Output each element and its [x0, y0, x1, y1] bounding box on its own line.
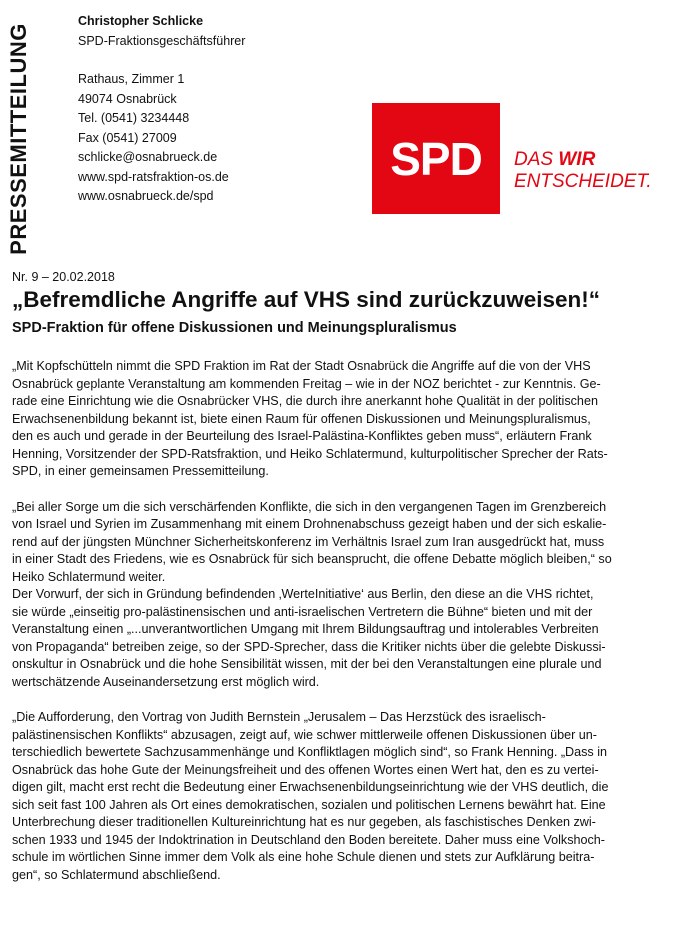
- contact-block: [78, 12, 245, 207]
- text-line: Unterbrechung dieser traditionellen Kultureinrichtung hat es nur gegeben, als faschistisches Denken zwi-: [12, 815, 596, 829]
- vertical-label: [4, 10, 34, 268]
- text-line: sie würde „einseitig pro-palästinensischen und anti-israelischen Vertretern die Bühne“ bieten und mit der: [12, 604, 593, 619]
- text-line: Henning, Vorsitzender der SPD-Ratsfraktion, und Heiko Schlatermund, kulturpolitischer Sprecher der Rats-: [12, 446, 608, 461]
- contact-phone: Tel. (0541) 3234448: [78, 111, 190, 125]
- text-line: terschiedlich bewertete Sachzusammenhänge und Konfliktlagen möglich sind“, so Frank Henning. „Dass in: [12, 745, 608, 759]
- text-line: Osnabrück das hohe Gute der Meinungsfreiheit und des offenen Wortes einen Wert hat, den es zu vertei-: [12, 762, 599, 777]
- page-title: „Befremdliche Angriffe auf VHS sind zurückzuweisen!“: [12, 287, 601, 312]
- paragraph-1: [12, 358, 694, 481]
- slogan-line-2: ENTSCHEIDET.: [514, 171, 652, 192]
- text-line: schen 1933 und 1945 der Indoktrination in Deutschland den Boden bereitete. Daher muss eine Volkshoch-: [12, 832, 606, 847]
- slogan-das: DAS: [514, 149, 554, 170]
- text-line: „Mit Kopfschütteln nimmt die SPD Fraktion im Rat der Stadt Osnabrück die Angriffe auf die von der VHS: [12, 359, 591, 373]
- text-line: Der Vorwurf, der sich in Gründung befindenden ‚WerteInitiative‘ aus Berlin, den diese an die VHS richtet,: [12, 587, 594, 601]
- contact-city-website-link[interactable]: www.osnabrueck.de/spd: [78, 189, 214, 203]
- contact-name: Christopher Schlicke: [78, 14, 204, 28]
- paragraph-3: [12, 586, 694, 691]
- text-line: gen“, so Schlatermund abschließend.: [12, 867, 221, 882]
- text-line: „Bei aller Sorge um die sich verschärfenden Konflikte, die sich in den vergangenen Tagen im Grenzbereich: [12, 499, 607, 514]
- text-line: sich seit fast 100 Jahren als Ort eines demokratischen, sozialen und politischen Lernens bewährt hat. Eine: [12, 797, 606, 812]
- spd-logo: [372, 103, 500, 214]
- slogan: [514, 149, 652, 193]
- text-line: in einer Stadt des Friedens, wie es Osnabrück für sich beansprucht, die offene Debatte möglich bleiben,“ so: [12, 552, 612, 566]
- text-line: den es auch und gerade in der Beurteilung des Israel-Palästina-Konfliktes geben muss“, erläutern Frank: [12, 429, 592, 443]
- text-line: von Propaganda“ betreiben zeige, so der SPD-Sprecher, dass die Kritiker nichts über die gelebte Diskussi-: [12, 639, 606, 654]
- text-line: SPD, in einer gemeinsamen Pressemitteilung.: [12, 464, 269, 478]
- text-line: Osnabrück geplante Veranstaltung am kommenden Freitag – wie in der NOZ berichtet - zur Kenntnis. Ge-: [12, 376, 601, 391]
- text-line: rade eine Einrichtung wie die Osnabrücker VHS, die durch ihre anerkannt hohe Qualität in der politischen: [12, 394, 598, 408]
- contact-role: SPD-Fraktionsgeschäftsführer: [78, 33, 246, 48]
- press-release-body: [12, 358, 694, 902]
- text-line: Erwachsenenbildung bekannt ist, biete einen Raum für offenen Diskussionen und Meinungspluralismus,: [12, 411, 591, 426]
- text-line: Heiko Schlatermund weiter.: [12, 569, 166, 584]
- contact-address-room: Rathaus, Zimmer 1: [78, 72, 185, 86]
- text-line: wertschätzende Auseinandersetzung erst möglich wird.: [12, 674, 320, 689]
- paragraph-2: [12, 499, 694, 587]
- text-line: Veranstaltung einen „...unverantwortlichen Umgang mit Ihrem Bildungsauftrag und intolerables Verbreiten: [12, 622, 599, 636]
- document-number: Nr. 9 – 20.02.2018: [12, 270, 115, 284]
- text-line: digen gilt, macht erst recht die Bedeutung einer Erwachsenenbildungseinrichtung wie der VHS deutlich, die: [12, 780, 609, 794]
- text-line: schule im wörtlichen Sinne immer dem Volk als eine hohe Schule dienen und stets zur Aufklärung beitra-: [12, 850, 595, 864]
- contact-spacer: [78, 51, 245, 70]
- spd-logo-text: SPD: [390, 132, 482, 185]
- vertical-label-text: PRESSEMITTEILUNG: [6, 23, 31, 255]
- contact-email-link[interactable]: schlicke@osnabrueck.de: [78, 150, 218, 164]
- text-line: onskultur in Osnabrück und die hohe Sensibilität wissen, mit der bei den Veranstaltungen eine plurale und: [12, 657, 602, 671]
- text-line: von Israel und Syrien im Zusammenhang mit einem Drohnenabschuss gezeigt haben und der sich eskalie-: [12, 517, 607, 531]
- page-subtitle: SPD-Fraktion für offene Diskussionen und Meinungspluralismus: [12, 320, 457, 336]
- text-line: „Die Aufforderung, den Vortrag von Judith Bernstein „Jerusalem – Das Herzstück des israelisch-: [12, 710, 546, 724]
- contact-fax: Fax (0541) 27009: [78, 130, 177, 145]
- slogan-wir: WIR: [558, 149, 596, 170]
- paragraph-4: [12, 709, 694, 884]
- slogan-line-1: [514, 149, 652, 171]
- text-line: rend auf der jüngsten Münchner Sicherheitskonferenz im Verhältnis Israel zum Iran ausgedrückt hat, muss: [12, 534, 605, 549]
- text-line: palästinensischen Konflikts“ abzusagen, zeigt auf, wie schwer mittlerweile offenen Diskussionen über un-: [12, 727, 597, 742]
- contact-website-link[interactable]: www.spd-ratsfraktion-os.de: [78, 169, 229, 184]
- contact-address-city: 49074 Osnabrück: [78, 91, 177, 106]
